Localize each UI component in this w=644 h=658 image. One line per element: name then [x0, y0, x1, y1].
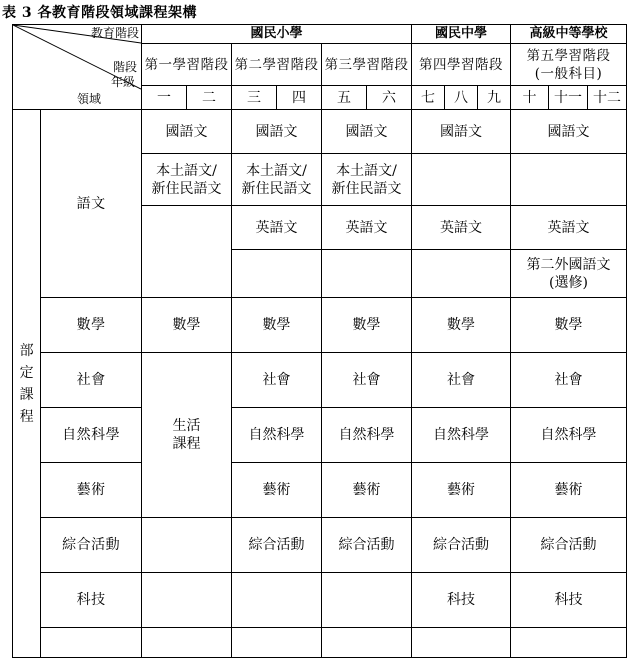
- stage-4: 第四學習階段: [412, 44, 511, 86]
- stage-5-line1: 第五學習階段: [526, 47, 611, 64]
- cell-integrative-s4: 綜合活動: [412, 518, 511, 573]
- cell-empty: [41, 628, 142, 658]
- grade-12: 十二: [588, 86, 627, 110]
- grade-11: 十一: [549, 86, 588, 110]
- grade-3: 三: [232, 86, 277, 110]
- cell-empty: [511, 154, 627, 206]
- domain-language: 語文: [41, 110, 142, 298]
- domain-technology: 科技: [41, 573, 142, 628]
- cell-english-s4: 英語文: [412, 206, 511, 250]
- cell-empty: [412, 628, 511, 658]
- cell-mandarin-s1: 國語文: [142, 110, 232, 154]
- category-required-courses: 部 定 課 程: [13, 110, 41, 658]
- cell-empty: [232, 628, 322, 658]
- cell-empty: [142, 628, 232, 658]
- cell-mandarin-s3: 國語文: [322, 110, 412, 154]
- cell-english-s3: 英語文: [322, 206, 412, 250]
- cell-social-s3: 社會: [322, 353, 412, 408]
- cell-arts-s2: 藝術: [232, 463, 322, 518]
- cell-empty: [322, 573, 412, 628]
- domain-arts: 藝術: [41, 463, 142, 518]
- cell-math-s3: 數學: [322, 298, 412, 353]
- cell-math-s2: 數學: [232, 298, 322, 353]
- stage-2: 第二學習階段: [232, 44, 322, 86]
- cell-empty: [412, 154, 511, 206]
- cell-science-s4: 自然科學: [412, 408, 511, 463]
- domain-social: 社會: [41, 353, 142, 408]
- cell-empty: [322, 628, 412, 658]
- cell-empty: [142, 518, 232, 573]
- grade-10: 十: [511, 86, 549, 110]
- stage-1: 第一學習階段: [142, 44, 232, 86]
- stage-5-line2: (一般科目): [534, 65, 603, 82]
- cell-arts-s5: 藝術: [511, 463, 627, 518]
- school-elementary: 國民小學: [142, 25, 412, 44]
- stage-5: [511, 44, 627, 86]
- cell-local-s1: 本土語文/ 新住民語文: [142, 154, 232, 206]
- school-senior-high: 高級中等學校: [511, 25, 627, 44]
- cell-science-s3: 自然科學: [322, 408, 412, 463]
- cell-integrative-s5: 綜合活動: [511, 518, 627, 573]
- corner-label-domain: 領域: [77, 92, 102, 106]
- cell-english-s2: 英語文: [232, 206, 322, 250]
- curriculum-table: [12, 24, 627, 658]
- stage-3: 第三學習階段: [322, 44, 412, 86]
- cell-empty: [142, 206, 232, 298]
- domain-science: 自然科學: [41, 408, 142, 463]
- corner-label-grade: 年級: [110, 75, 135, 89]
- cell-social-s4: 社會: [412, 353, 511, 408]
- cell-mandarin-s2: 國語文: [232, 110, 322, 154]
- cell-math-s5: 數學: [511, 298, 627, 353]
- cell-empty: [142, 573, 232, 628]
- cell-science-s5: 自然科學: [511, 408, 627, 463]
- domain-math: 數學: [41, 298, 142, 353]
- grade-6: 六: [367, 86, 412, 110]
- corner-label-education-stage: 教育階段: [90, 26, 139, 40]
- cell-technology-s5: 科技: [511, 573, 627, 628]
- cell-second-foreign-language: 第二外國語文 (選修): [511, 250, 627, 298]
- table-caption: 表 3 各教育階段領域課程架構: [2, 5, 197, 21]
- cell-empty: [322, 250, 412, 298]
- corner-label-stage: 階段: [112, 60, 137, 74]
- cell-arts-s4: 藝術: [412, 463, 511, 518]
- cell-science-s2: 自然科學: [232, 408, 322, 463]
- grade-4: 四: [277, 86, 322, 110]
- cell-empty: [511, 628, 627, 658]
- cell-integrative-s3: 綜合活動: [322, 518, 412, 573]
- grade-7: 七: [412, 86, 445, 110]
- cell-technology-s4: 科技: [412, 573, 511, 628]
- cell-life-curriculum: 生活 課程: [142, 353, 232, 518]
- cell-math-s4: 數學: [412, 298, 511, 353]
- header-corner-cell: [13, 25, 142, 110]
- cell-empty: [412, 250, 511, 298]
- cell-social-s5: 社會: [511, 353, 627, 408]
- grade-9: 九: [478, 86, 511, 110]
- cell-english-s5: 英語文: [511, 206, 627, 250]
- cell-mandarin-s4: 國語文: [412, 110, 511, 154]
- cell-integrative-s2: 綜合活動: [232, 518, 322, 573]
- cell-local-s2: 本土語文/ 新住民語文: [232, 154, 322, 206]
- cell-social-s2: 社會: [232, 353, 322, 408]
- cell-math-s1: 數學: [142, 298, 232, 353]
- cell-local-s3: 本土語文/ 新住民語文: [322, 154, 412, 206]
- cell-empty: [232, 573, 322, 628]
- cell-arts-s3: 藝術: [322, 463, 412, 518]
- grade-2: 二: [187, 86, 232, 110]
- cell-mandarin-s5: 國語文: [511, 110, 627, 154]
- school-junior-high: 國民中學: [412, 25, 511, 44]
- grade-8: 八: [445, 86, 478, 110]
- grade-1: 一: [142, 86, 187, 110]
- domain-integrative: 綜合活動: [41, 518, 142, 573]
- cell-empty: [232, 250, 322, 298]
- grade-5: 五: [322, 86, 367, 110]
